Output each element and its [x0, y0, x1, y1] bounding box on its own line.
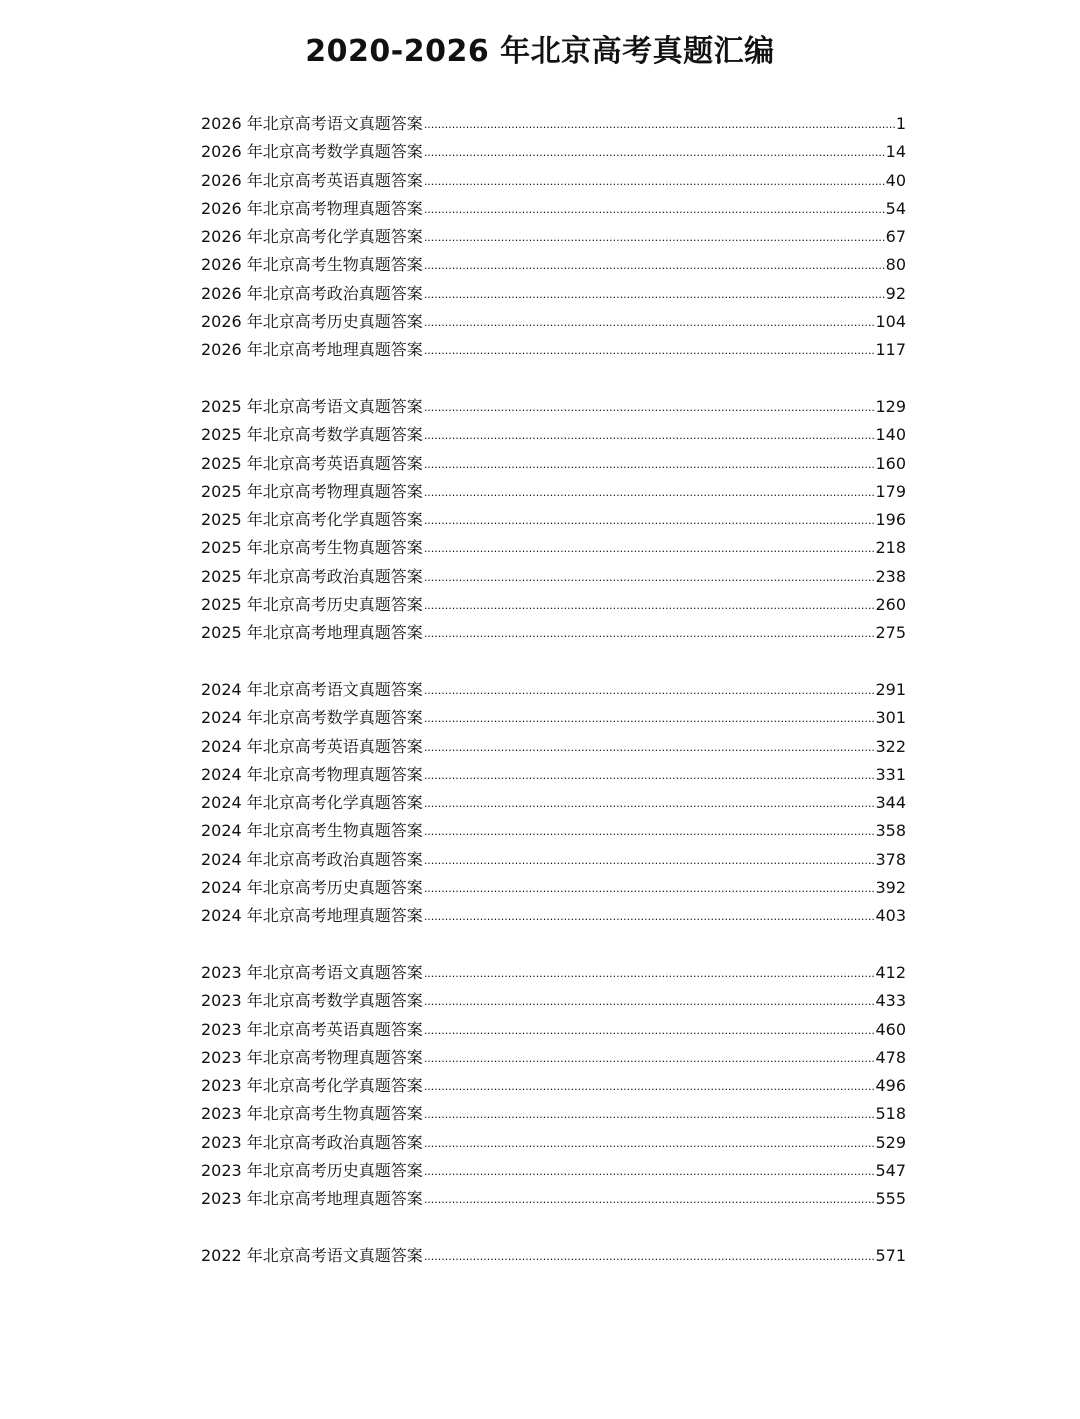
- toc-entry-label: 2024 年北京高考历史真题答案: [201, 878, 423, 898]
- toc-entry-label: 2023 年北京高考历史真题答案: [201, 1160, 423, 1180]
- toc-entry-label: 2024 年北京高考地理真题答案: [201, 906, 423, 926]
- toc-entry-page-number: 179: [875, 481, 906, 501]
- toc-entry-page-number: 80: [885, 255, 906, 275]
- toc-entry[interactable]: [201, 336, 906, 364]
- toc-entry[interactable]: [201, 506, 906, 534]
- dot-leader: [424, 1015, 875, 1045]
- toc-entry-page-number: 478: [875, 1047, 906, 1067]
- dot-leader: [424, 1099, 875, 1129]
- toc-entry-label: 2023 年北京高考生物真题答案: [201, 1104, 423, 1124]
- toc-entry-page-number: 412: [875, 962, 906, 982]
- toc-entry-label: 2026 年北京高考生物真题答案: [201, 255, 423, 275]
- toc-entry-label: 2025 年北京高考化学真题答案: [201, 510, 423, 530]
- dot-leader: [424, 732, 875, 762]
- toc-entry-page-number: 496: [875, 1076, 906, 1096]
- toc-entry-label: 2025 年北京高考语文真题答案: [201, 396, 423, 416]
- toc-entry-page-number: 67: [885, 227, 906, 247]
- toc-entry-label: 2023 年北京高考物理真题答案: [201, 1047, 423, 1067]
- toc-entry-page-number: 14: [885, 142, 906, 162]
- dot-leader: [424, 703, 875, 733]
- toc-entry[interactable]: [201, 1100, 906, 1128]
- table-of-contents: [201, 110, 906, 1298]
- dot-leader: [424, 533, 875, 563]
- dot-leader: [424, 873, 875, 903]
- toc-entry-page-number: 291: [875, 679, 906, 699]
- toc-entry-label: 2025 年北京高考地理真题答案: [201, 623, 423, 643]
- toc-entry-page-number: 1: [895, 114, 906, 133]
- dot-leader: [424, 986, 875, 1016]
- dot-leader: [424, 1043, 875, 1073]
- toc-entry-page-number: 275: [875, 623, 906, 643]
- toc-entry-label: 2026 年北京高考历史真题答案: [201, 312, 423, 332]
- toc-entry[interactable]: [201, 1157, 906, 1185]
- dot-leader: [424, 279, 885, 309]
- dot-leader: [424, 477, 875, 507]
- dot-leader: [424, 760, 875, 790]
- toc-entry[interactable]: [201, 874, 906, 902]
- toc-entry[interactable]: [201, 1044, 906, 1072]
- toc-entry[interactable]: [201, 421, 906, 449]
- toc-entry-label: 2025 年北京高考数学真题答案: [201, 425, 423, 445]
- toc-entry[interactable]: [201, 251, 906, 279]
- dot-leader: [424, 505, 875, 535]
- toc-entry-label: 2025 年北京高考生物真题答案: [201, 538, 423, 558]
- dot-leader: [424, 845, 875, 875]
- toc-entry[interactable]: [201, 1016, 906, 1044]
- toc-entry-label: 2026 年北京高考数学真题答案: [201, 142, 423, 162]
- toc-entry[interactable]: [201, 280, 906, 308]
- toc-entry[interactable]: [201, 478, 906, 506]
- toc-entry[interactable]: [201, 1072, 906, 1100]
- toc-entry[interactable]: [201, 223, 906, 251]
- toc-entry-page-number: 160: [875, 453, 906, 473]
- toc-entry[interactable]: [201, 308, 906, 336]
- toc-entry[interactable]: [201, 761, 906, 789]
- toc-entry-page-number: 104: [875, 312, 906, 332]
- dot-leader: [424, 618, 875, 648]
- toc-entry[interactable]: [201, 534, 906, 562]
- toc-entry[interactable]: [201, 110, 906, 138]
- toc-entry-label: 2023 年北京高考化学真题答案: [201, 1076, 423, 1096]
- toc-entry-label: 2024 年北京高考化学真题答案: [201, 793, 423, 813]
- toc-entry[interactable]: [201, 987, 906, 1015]
- toc-entry-label: 2023 年北京高考英语真题答案: [201, 1019, 423, 1039]
- toc-entry-label: 2026 年北京高考物理真题答案: [201, 198, 423, 218]
- dot-leader: [424, 590, 875, 620]
- toc-entry-page-number: 344: [875, 793, 906, 813]
- toc-entry[interactable]: [201, 138, 906, 166]
- toc-entry-label: 2025 年北京高考物理真题答案: [201, 481, 423, 501]
- dot-leader: [424, 449, 875, 479]
- dot-leader: [424, 166, 885, 196]
- toc-entry[interactable]: [201, 733, 906, 761]
- toc-entry[interactable]: [201, 195, 906, 223]
- dot-leader: [424, 222, 885, 252]
- toc-entry-page-number: 260: [875, 595, 906, 615]
- dot-leader: [424, 901, 875, 931]
- toc-entry[interactable]: [201, 789, 906, 817]
- toc-entry[interactable]: [201, 704, 906, 732]
- dot-leader: [424, 420, 875, 450]
- dot-leader: [424, 675, 875, 705]
- dot-leader: [424, 958, 875, 988]
- dot-leader: [424, 788, 875, 818]
- toc-entry-label: 2026 年北京高考化学真题答案: [201, 227, 423, 247]
- dot-leader: [424, 307, 875, 337]
- dot-leader: [424, 137, 885, 167]
- dot-leader: [424, 562, 875, 592]
- dot-leader: [424, 816, 875, 846]
- toc-entry-label: 2023 年北京高考政治真题答案: [201, 1132, 423, 1152]
- toc-entry-label: 2023 年北京高考语文真题答案: [201, 962, 423, 982]
- toc-entry[interactable]: [201, 393, 906, 421]
- toc-entry-page-number: 140: [875, 425, 906, 445]
- toc-entry-label: 2024 年北京高考物理真题答案: [201, 764, 423, 784]
- toc-entry[interactable]: [201, 1242, 906, 1270]
- toc-entry-page-number: 218: [875, 538, 906, 558]
- toc-group: [201, 110, 906, 365]
- toc-entry[interactable]: [201, 902, 906, 930]
- dot-leader: [424, 1128, 875, 1158]
- page-title: 2020-2026 年北京高考真题汇编: [305, 34, 775, 69]
- toc-entry-page-number: 433: [875, 991, 906, 1011]
- dot-leader: [424, 335, 875, 365]
- toc-entry[interactable]: [201, 1185, 906, 1213]
- toc-entry-page-number: 378: [875, 849, 906, 869]
- dot-leader: [424, 250, 885, 280]
- toc-entry[interactable]: [201, 619, 906, 647]
- toc-entry-page-number: 322: [875, 736, 906, 756]
- dot-leader: [424, 1156, 875, 1186]
- toc-entry-page-number: 196: [875, 510, 906, 530]
- toc-entry-page-number: 571: [875, 1245, 906, 1265]
- toc-entry-label: 2026 年北京高考政治真题答案: [201, 283, 423, 303]
- toc-entry-page-number: 392: [875, 878, 906, 898]
- toc-entry-label: 2025 年北京高考历史真题答案: [201, 595, 423, 615]
- toc-entry-page-number: 238: [875, 566, 906, 586]
- toc-entry[interactable]: [201, 846, 906, 874]
- toc-entry-page-number: 358: [875, 821, 906, 841]
- toc-entry[interactable]: [201, 959, 906, 987]
- toc-group: [201, 1242, 906, 1270]
- toc-entry-page-number: 555: [875, 1189, 906, 1209]
- toc-entry[interactable]: [201, 817, 906, 845]
- toc-entry-label: 2026 年北京高考地理真题答案: [201, 340, 423, 360]
- toc-entry-label: 2024 年北京高考政治真题答案: [201, 849, 423, 869]
- toc-entry-page-number: 54: [885, 198, 906, 218]
- toc-entry-page-number: 529: [875, 1132, 906, 1152]
- toc-entry-label: 2026 年北京高考英语真题答案: [201, 170, 423, 190]
- toc-entry-label: 2023 年北京高考数学真题答案: [201, 991, 423, 1011]
- toc-entry-page-number: 92: [885, 283, 906, 303]
- dot-leader: [424, 1241, 875, 1271]
- toc-entry[interactable]: [201, 676, 906, 704]
- toc-entry-label: 2024 年北京高考数学真题答案: [201, 708, 423, 728]
- toc-entry[interactable]: [201, 450, 906, 478]
- toc-entry-page-number: 518: [875, 1104, 906, 1124]
- toc-entry-label: 2024 年北京高考生物真题答案: [201, 821, 423, 841]
- toc-entry[interactable]: [201, 167, 906, 195]
- toc-entry-label: 2024 年北京高考语文真题答案: [201, 679, 423, 699]
- toc-entry-page-number: 301: [875, 708, 906, 728]
- toc-entry-page-number: 547: [875, 1160, 906, 1180]
- toc-entry-page-number: 460: [875, 1019, 906, 1039]
- dot-leader: [424, 1184, 875, 1214]
- toc-entry-label: 2026 年北京高考语文真题答案: [201, 114, 423, 133]
- toc-entry-label: 2022 年北京高考语文真题答案: [201, 1245, 423, 1265]
- dot-leader: [424, 1071, 875, 1101]
- toc-group: [201, 959, 906, 1214]
- toc-entry[interactable]: [201, 591, 906, 619]
- toc-group: [201, 393, 906, 648]
- toc-entry[interactable]: [201, 1129, 906, 1157]
- toc-entry-page-number: 331: [875, 764, 906, 784]
- dot-leader: [424, 194, 885, 224]
- toc-entry-page-number: 403: [875, 906, 906, 926]
- dot-leader: [424, 392, 875, 422]
- toc-entry-page-number: 129: [875, 396, 906, 416]
- toc-entry-page-number: 40: [885, 170, 906, 190]
- toc-group: [201, 676, 906, 931]
- toc-entry-label: 2025 年北京高考政治真题答案: [201, 566, 423, 586]
- toc-entry-label: 2025 年北京高考英语真题答案: [201, 453, 423, 473]
- dot-leader: [424, 109, 895, 139]
- toc-entry-label: 2024 年北京高考英语真题答案: [201, 736, 423, 756]
- toc-entry-page-number: 117: [875, 340, 906, 360]
- toc-entry[interactable]: [201, 563, 906, 591]
- toc-entry-label: 2023 年北京高考地理真题答案: [201, 1189, 423, 1209]
